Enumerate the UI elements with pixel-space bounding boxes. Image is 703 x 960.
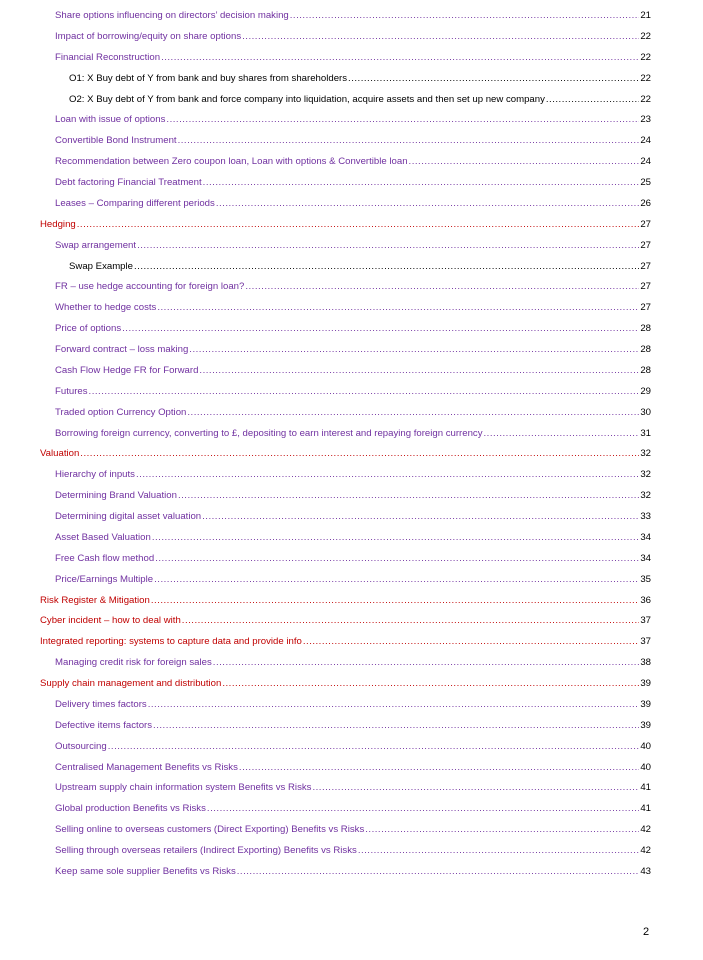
- dot-leader: [137, 237, 639, 255]
- toc-entry[interactable]: [0, 466, 703, 487]
- toc-entry-title[interactable]: Valuation: [40, 448, 80, 460]
- toc-entry-title[interactable]: Loan with issue of options: [55, 114, 166, 126]
- toc-entry[interactable]: [0, 675, 703, 696]
- toc-entry-page: 39: [640, 678, 651, 689]
- toc-entry-title[interactable]: Price of options: [55, 323, 122, 335]
- toc-entry[interactable]: [0, 91, 703, 112]
- toc-entry-page: 41: [640, 782, 651, 794]
- toc-entry-page: 27: [640, 260, 651, 272]
- toc-entry-page: 39: [640, 698, 651, 710]
- dot-leader: [187, 404, 639, 422]
- dot-leader: [153, 717, 639, 735]
- toc-entry-title[interactable]: Forward contract – loss making: [55, 344, 189, 355]
- toc-entry-page: 42: [640, 845, 651, 856]
- dot-leader: [484, 425, 640, 443]
- toc-entry[interactable]: [0, 258, 703, 279]
- toc-entry-title[interactable]: Free Cash flow method: [55, 552, 155, 564]
- toc-entry-title[interactable]: Selling online to overseas customers (Direct Exporting) Benefits vs Risks: [55, 824, 365, 836]
- toc-entry[interactable]: [0, 779, 703, 800]
- toc-entry[interactable]: [0, 341, 703, 362]
- toc-entry-title[interactable]: Borrowing foreign currency, converting to £, depositing to earn interest and repaying foreign currency: [55, 427, 483, 439]
- dot-leader: [237, 863, 640, 881]
- toc-entry-page: 37: [640, 636, 651, 648]
- toc-entry-page: 41: [640, 803, 651, 815]
- toc-entry[interactable]: [0, 508, 703, 529]
- dot-leader: [182, 612, 640, 630]
- toc-entry-title[interactable]: Convertible Bond Instrument: [55, 135, 177, 147]
- toc-entry-title[interactable]: Managing credit risk for foreign sales: [55, 657, 212, 669]
- toc-entry-title[interactable]: Risk Register & Mitigation: [40, 594, 150, 606]
- toc-entry[interactable]: [0, 299, 703, 320]
- toc-entry[interactable]: [0, 7, 703, 28]
- dot-leader: [358, 842, 640, 860]
- toc-entry-page: 22: [640, 51, 651, 63]
- toc-entry-page: 36: [640, 594, 651, 606]
- toc-entry-title[interactable]: Defective items factors: [55, 719, 153, 731]
- toc-entry-page: 30: [640, 406, 651, 418]
- dot-leader: [155, 550, 639, 568]
- toc-entry-title[interactable]: Hedging: [40, 218, 76, 230]
- dot-leader: [152, 529, 640, 547]
- toc-entry[interactable]: [0, 445, 703, 466]
- toc-entry-title[interactable]: Hierarchy of inputs: [55, 469, 135, 481]
- dot-leader: [242, 28, 639, 46]
- dot-leader: [108, 738, 640, 756]
- dot-leader: [203, 174, 640, 192]
- toc-entry-page: 31: [640, 427, 651, 439]
- dot-leader: [207, 800, 639, 818]
- toc-entry-title[interactable]: Asset Based Valuation: [55, 531, 151, 543]
- toc-entry-page: 40: [640, 761, 651, 773]
- toc-entry-title[interactable]: Impact of borrowing/equity on share options: [55, 30, 242, 42]
- toc-entry-title[interactable]: Outsourcing: [55, 740, 107, 752]
- toc-entry-page: 38: [640, 657, 651, 669]
- toc-entry[interactable]: [0, 592, 703, 613]
- dot-leader: [151, 592, 639, 610]
- toc-entry-page: 27: [640, 281, 651, 293]
- toc-entry[interactable]: [0, 237, 703, 258]
- toc-entry-title[interactable]: Centralised Management Benefits vs Risks: [55, 761, 238, 773]
- toc-entry-title[interactable]: Swap Example: [69, 260, 133, 272]
- dot-leader: [409, 153, 640, 171]
- toc-entry[interactable]: [0, 174, 703, 195]
- toc-entry[interactable]: [0, 821, 703, 842]
- toc-entry-page: 28: [640, 323, 651, 335]
- dot-leader: [245, 278, 639, 296]
- dot-leader: [365, 821, 639, 839]
- dot-leader: [89, 383, 640, 401]
- toc-entry-title[interactable]: Financial Reconstruction: [55, 51, 161, 63]
- dot-leader: [202, 508, 639, 526]
- toc-entry[interactable]: [0, 800, 703, 821]
- toc-entry[interactable]: [0, 362, 703, 383]
- toc-entry[interactable]: [0, 111, 703, 132]
- dot-leader: [199, 362, 639, 380]
- toc-entry[interactable]: [0, 529, 703, 550]
- toc-entry-page: 27: [640, 239, 651, 251]
- toc-entry-title[interactable]: Global production Benefits vs Risks: [55, 803, 206, 815]
- toc-entry-page: 32: [640, 469, 651, 481]
- toc-entry[interactable]: [0, 842, 703, 863]
- toc-entry-title[interactable]: Upstream supply chain information system Benefits vs Risks: [55, 782, 312, 794]
- page-number: 2: [643, 926, 650, 938]
- dot-leader: [136, 466, 639, 484]
- toc-entry-title[interactable]: Delivery times factors: [55, 698, 147, 710]
- toc-entry-title[interactable]: Keep same sole supplier Benefits vs Risks: [55, 865, 236, 877]
- toc-entry-page: 34: [640, 552, 651, 564]
- toc-entry[interactable]: [0, 383, 703, 404]
- toc-entry[interactable]: [0, 612, 703, 633]
- toc-entry-page: 37: [640, 615, 651, 627]
- dot-leader: [216, 195, 640, 213]
- toc-entry[interactable]: [0, 738, 703, 759]
- toc-entry-title[interactable]: Cyber incident – how to deal with: [40, 615, 181, 627]
- toc-entry-title[interactable]: Futures: [55, 385, 88, 397]
- toc-entry-page: 26: [640, 197, 651, 209]
- toc-entry-title[interactable]: Price/Earnings Multiple: [55, 573, 154, 585]
- dot-leader: [80, 445, 639, 463]
- dot-leader: [189, 341, 639, 359]
- toc-entry[interactable]: [0, 132, 703, 153]
- toc-entry-page: 24: [640, 135, 651, 147]
- toc-entry-page: 28: [640, 364, 651, 376]
- toc-entry[interactable]: [0, 49, 703, 70]
- toc-entry-title[interactable]: FR – use hedge accounting for foreign loan?: [55, 281, 245, 293]
- toc-entry-title[interactable]: Recommendation between Zero coupon loan, Loan with options & Convertible loan: [55, 156, 408, 168]
- dot-leader: [178, 132, 640, 150]
- toc-entry-page: 22: [640, 72, 651, 84]
- toc-entry-title[interactable]: Share options influencing on directors’ decision making: [55, 10, 289, 21]
- toc-entry-page: 24: [640, 156, 651, 168]
- toc-entry[interactable]: [0, 863, 703, 884]
- toc-entry[interactable]: [0, 404, 703, 425]
- dot-leader: [161, 49, 639, 67]
- dot-leader: [134, 258, 639, 276]
- toc-entry[interactable]: [0, 487, 703, 508]
- toc-entry-page: 32: [640, 490, 651, 502]
- dot-leader: [303, 633, 639, 651]
- toc-entry[interactable]: [0, 28, 703, 49]
- dot-leader: [148, 696, 640, 714]
- dot-leader: [77, 216, 640, 234]
- toc-entry-page: 40: [640, 740, 651, 752]
- dot-leader: [546, 91, 639, 109]
- toc-entry[interactable]: [0, 633, 703, 654]
- dot-leader: [290, 7, 640, 25]
- dot-leader: [213, 654, 640, 672]
- toc-entry[interactable]: [0, 153, 703, 174]
- toc-entry-title[interactable]: Debt factoring Financial Treatment: [55, 177, 202, 188]
- toc-entry-title[interactable]: Cash Flow Hedge FR for Forward: [55, 364, 199, 376]
- toc-entry-page: 39: [640, 719, 651, 731]
- toc-entry-title[interactable]: Traded option Currency Option: [55, 406, 187, 418]
- dot-leader: [157, 299, 639, 317]
- toc-entry-title[interactable]: Whether to hedge costs: [55, 302, 157, 314]
- toc-entry[interactable]: [0, 571, 703, 592]
- toc-entry-page: 25: [640, 177, 651, 188]
- toc-entry[interactable]: [0, 320, 703, 341]
- toc-entry-title[interactable]: Determining digital asset valuation: [55, 511, 202, 522]
- dot-leader: [239, 759, 639, 777]
- dot-leader: [122, 320, 639, 338]
- toc-entry-page: 43: [640, 865, 651, 877]
- toc-entry-title[interactable]: O1: X Buy debt of Y from bank and buy shares from shareholders: [69, 72, 348, 84]
- toc-entry-page: 22: [640, 93, 651, 105]
- toc-entry-title[interactable]: Swap arrangement: [55, 239, 137, 251]
- toc-entry[interactable]: [0, 550, 703, 571]
- toc-entry-page: 33: [640, 511, 651, 522]
- dot-leader: [348, 70, 639, 88]
- toc-entry-title[interactable]: Supply chain management and distribution: [40, 678, 222, 689]
- toc-entry[interactable]: [0, 654, 703, 675]
- toc-entry[interactable]: [0, 717, 703, 738]
- toc-entry-title[interactable]: Integrated reporting: systems to capture data and provide info: [40, 636, 302, 648]
- toc-entry-page: 35: [640, 573, 651, 585]
- toc-entry[interactable]: [0, 216, 703, 237]
- toc-entry-page: 29: [640, 385, 651, 397]
- toc-entry-page: 28: [640, 344, 651, 355]
- toc-entry-title[interactable]: Selling through overseas retailers (Indirect Exporting) Benefits vs Risks: [55, 845, 357, 856]
- toc-entry-page: 22: [640, 30, 651, 42]
- toc-entry-page: 42: [640, 824, 651, 836]
- toc-entry-page: 34: [640, 531, 651, 543]
- toc-entry[interactable]: [0, 696, 703, 717]
- toc-entry[interactable]: [0, 195, 703, 216]
- dot-leader: [166, 111, 639, 129]
- dot-leader: [154, 571, 639, 589]
- toc-entry-page: 23: [640, 114, 651, 126]
- toc-entry-page: 32: [640, 448, 651, 460]
- toc-entry[interactable]: [0, 759, 703, 780]
- dot-leader: [178, 487, 639, 505]
- toc-entry-title[interactable]: O2: X Buy debt of Y from bank and force company into liquidation, acquire assets and then set up new company: [69, 93, 545, 105]
- toc-entry[interactable]: [0, 425, 703, 446]
- toc-entry-page: 27: [640, 302, 651, 314]
- toc-entry-page: 27: [640, 218, 651, 230]
- dot-leader: [312, 779, 639, 797]
- toc-entry-title[interactable]: Leases – Comparing different periods: [55, 197, 215, 209]
- toc-entry[interactable]: [0, 70, 703, 91]
- toc-entry[interactable]: [0, 278, 703, 299]
- dot-leader: [222, 675, 639, 693]
- toc-entry-title[interactable]: Determining Brand Valuation: [55, 490, 177, 502]
- table-of-contents: [0, 7, 703, 884]
- toc-entry-page: 21: [640, 10, 651, 21]
